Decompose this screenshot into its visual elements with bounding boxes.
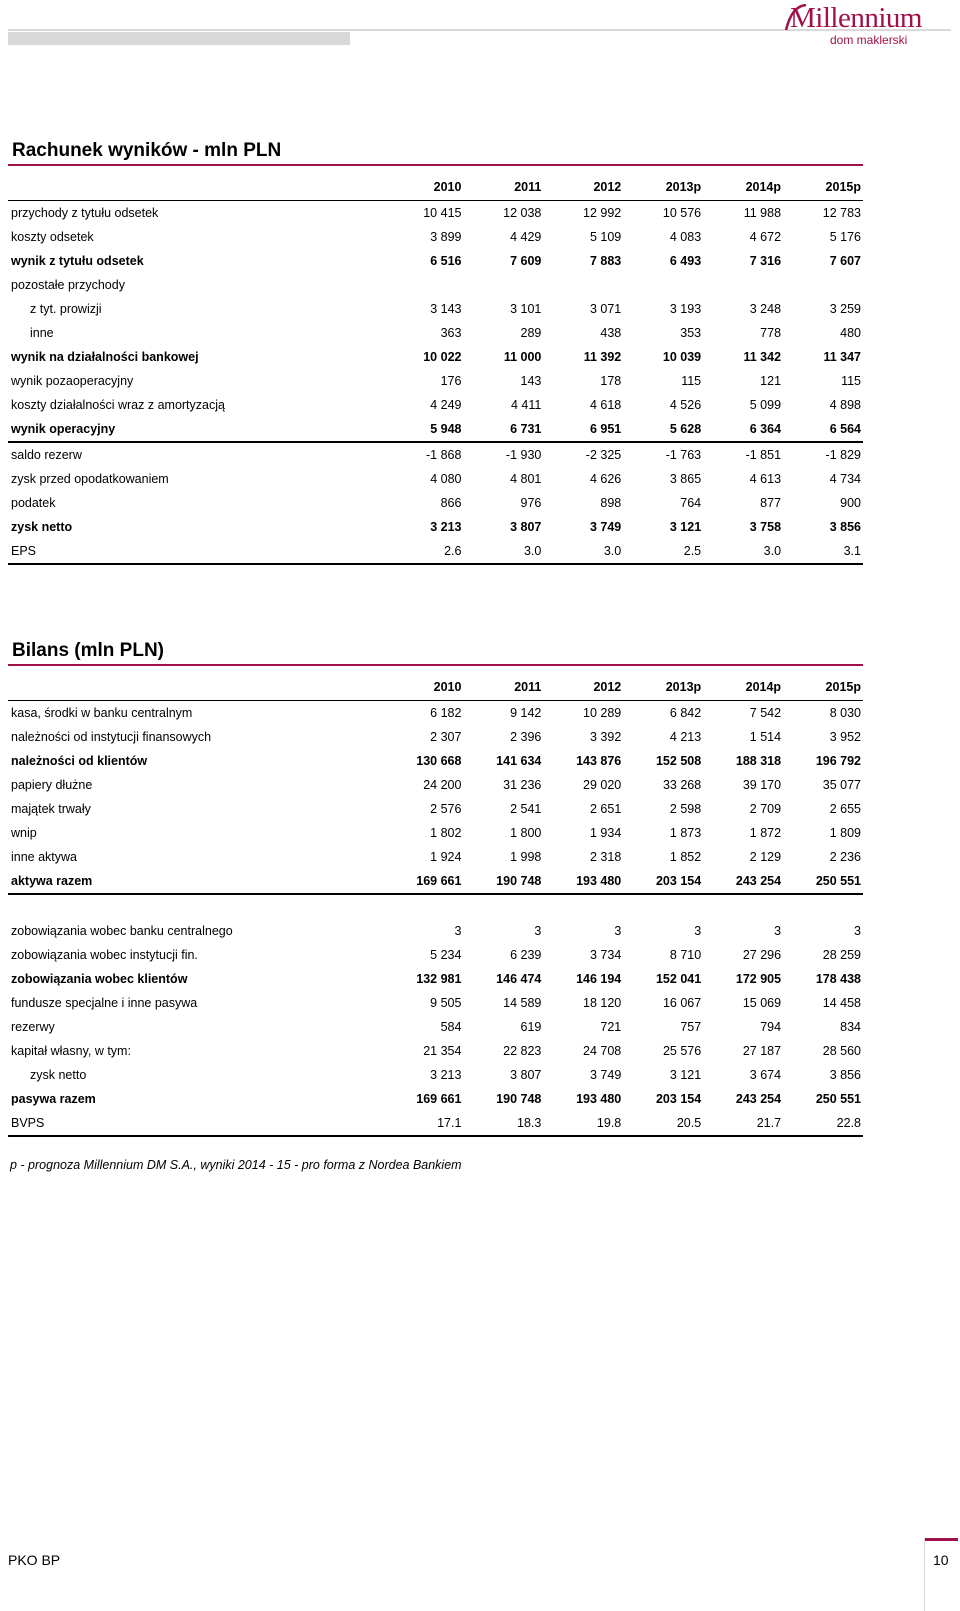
cell-value: 619 <box>520 1020 542 1034</box>
cell-value: 2.6 <box>384 539 464 564</box>
cell-value: 18 120 <box>583 996 622 1010</box>
cell-value: 21.7 <box>703 1111 783 1136</box>
cell-value: 1 873 <box>669 826 702 840</box>
cell-value: 190 748 <box>496 1092 542 1106</box>
balance-header-row <box>8 674 863 701</box>
row-label: przychody z tytułu odsetek <box>11 206 159 220</box>
cell-value: 7 609 <box>510 254 542 268</box>
cell-value: 976 <box>520 496 542 510</box>
footer-company: PKO BP <box>8 1552 61 1568</box>
cell-value: 3 749 <box>589 520 622 534</box>
cell-value: 193 480 <box>576 1092 622 1106</box>
col-2013p: 2013p <box>623 174 703 201</box>
cell-value: 4 249 <box>430 398 462 412</box>
cell-value: 1 934 <box>589 826 622 840</box>
cell-value: 20.5 <box>623 1111 703 1136</box>
row-label: zysk netto <box>11 520 73 534</box>
cell-value: 8 030 <box>829 706 861 720</box>
cell-value: 11 988 <box>743 206 782 220</box>
cell-value: 4 080 <box>430 472 462 486</box>
table-row <box>8 225 863 249</box>
cell-value <box>703 273 783 297</box>
cell-value: 4 613 <box>749 472 782 486</box>
cell-value: 4 526 <box>669 398 702 412</box>
cell-value: -1 868 <box>426 448 462 462</box>
table-row <box>8 417 863 442</box>
row-label: pozostałe przychody <box>11 278 125 292</box>
cell-value: 4 213 <box>669 730 702 744</box>
cell-value: 115 <box>841 374 861 388</box>
cell-value: 152 041 <box>655 972 702 986</box>
cell-value: 4 083 <box>669 230 702 244</box>
col-2015p: 2015p <box>783 174 863 201</box>
cell-value: 2 236 <box>829 850 861 864</box>
table-row <box>8 725 863 749</box>
row-label: inne aktywa <box>11 850 78 864</box>
cell-value: 15 069 <box>742 996 782 1010</box>
row-label: zysk przed opodatkowaniem <box>11 472 169 486</box>
cell-value: 1 852 <box>669 850 702 864</box>
row-label: rezerwy <box>11 1020 55 1034</box>
table-row <box>8 749 863 773</box>
cell-value: 11 342 <box>743 350 782 364</box>
table-row <box>8 467 863 491</box>
cell-value: 3 213 <box>430 1068 462 1082</box>
row-label: wynik operacyjny <box>8 417 384 442</box>
cell-value: 5 628 <box>623 417 703 442</box>
cell-value: 3 <box>774 924 782 938</box>
header-blank <box>8 174 384 201</box>
cell-value: 3 121 <box>669 1068 702 1082</box>
cell-value: 3 <box>854 924 861 938</box>
cell-value: 2 307 <box>430 730 462 744</box>
cell-value: 1 802 <box>430 826 462 840</box>
cell-value: 3 749 <box>589 1068 622 1082</box>
row-label: koszty działalności wraz z amortyzacją <box>11 398 225 412</box>
cell-value: 3 807 <box>510 520 542 534</box>
cell-value: 866 <box>440 496 462 510</box>
cell-value: 178 438 <box>815 972 861 986</box>
table-row <box>8 773 863 797</box>
cell-value: 877 <box>760 496 782 510</box>
footer-accent-bar <box>925 1538 958 1541</box>
cell-value: 14 589 <box>503 996 542 1010</box>
col-2012: 2012 <box>543 674 623 701</box>
cell-value: 169 661 <box>416 1092 462 1106</box>
cell-value: 3 734 <box>589 948 622 962</box>
logo-sub-text: dom maklerski <box>830 33 908 47</box>
cell-value: 4 898 <box>829 398 861 412</box>
page-number: 10 <box>933 1552 949 1568</box>
cell-value: 22.8 <box>783 1111 863 1136</box>
table-row <box>8 297 863 321</box>
cell-value: 10 576 <box>662 206 702 220</box>
table-row <box>8 991 863 1015</box>
row-label: pasywa razem <box>11 1092 96 1106</box>
cell-value: 33 268 <box>662 778 702 792</box>
cell-value: 7 542 <box>749 706 782 720</box>
cell-value: 35 077 <box>822 778 861 792</box>
table-row <box>8 1063 863 1087</box>
cell-value: 7 883 <box>589 254 622 268</box>
cell-value: 143 <box>520 374 542 388</box>
income-header-row <box>8 174 863 201</box>
col-2013p: 2013p <box>623 674 703 701</box>
col-2011: 2011 <box>463 674 543 701</box>
cell-value: 172 905 <box>735 972 782 986</box>
cell-value: 31 236 <box>503 778 542 792</box>
cell-value: 6 239 <box>510 948 542 962</box>
cell-value: 243 254 <box>703 869 783 894</box>
table-row <box>8 369 863 393</box>
spacer-row <box>8 894 863 919</box>
row-label: inne <box>30 326 54 340</box>
cell-value: 9 505 <box>430 996 462 1010</box>
row-label: zobowiązania wobec klientów <box>11 972 188 986</box>
table-row <box>8 321 863 345</box>
cell-value: 5 234 <box>430 948 462 962</box>
cell-value: 19.8 <box>543 1111 623 1136</box>
cell-value: 28 560 <box>822 1044 861 1058</box>
cell-value: 121 <box>760 374 782 388</box>
cell-value: 29 020 <box>583 778 622 792</box>
cell-value: 1 872 <box>749 826 782 840</box>
cell-value: 193 480 <box>543 869 623 894</box>
cell-value: 3 213 <box>430 520 462 534</box>
table-row <box>8 491 863 515</box>
cell-value: 2 318 <box>589 850 622 864</box>
table-row <box>8 1087 863 1111</box>
cell-value: 11 347 <box>823 350 861 364</box>
table-row <box>8 821 863 845</box>
header-blank <box>8 674 384 701</box>
cell-value: 115 <box>681 374 702 388</box>
cell-value: -1 763 <box>665 448 702 462</box>
cell-value: 146 194 <box>576 972 622 986</box>
cell-value: 584 <box>440 1020 462 1034</box>
cell-value: 2 129 <box>749 850 782 864</box>
cell-value: 203 154 <box>623 869 703 894</box>
income-table <box>8 174 863 565</box>
cell-value: 16 067 <box>662 996 702 1010</box>
row-label: wynik na działalności bankowej <box>11 350 199 364</box>
cell-value: 778 <box>760 326 782 340</box>
cell-value: 22 823 <box>503 1044 542 1058</box>
cell-value: -2 325 <box>585 448 622 462</box>
row-label: wynik z tytułu odsetek <box>11 254 144 268</box>
table-row <box>8 701 863 726</box>
cell-value: 190 748 <box>463 869 543 894</box>
cell-value: 12 783 <box>822 206 861 220</box>
cell-value: 8 710 <box>669 948 702 962</box>
cell-value: 1 924 <box>430 850 462 864</box>
cell-value: 10 022 <box>423 350 462 364</box>
cell-value: 3 392 <box>589 730 622 744</box>
cell-value: 10 289 <box>583 706 622 720</box>
cell-value: 141 634 <box>496 754 542 768</box>
cell-value: -1 851 <box>745 448 782 462</box>
cell-value: 900 <box>840 496 861 510</box>
table-row <box>8 967 863 991</box>
cell-value: 176 <box>440 374 462 388</box>
cell-value: 10 415 <box>423 206 462 220</box>
cell-value: 757 <box>680 1020 702 1034</box>
row-label: należności od instytucji finansowych <box>11 730 212 744</box>
cell-value: 3.0 <box>463 539 543 564</box>
cell-value: 3 865 <box>669 472 702 486</box>
header-gray-bar <box>8 32 350 45</box>
cell-value <box>384 273 464 297</box>
table-row <box>8 1039 863 1063</box>
table-row <box>8 345 863 369</box>
cell-value: 2 655 <box>829 802 861 816</box>
cell-value: 1 809 <box>829 826 861 840</box>
col-2014p: 2014p <box>703 174 783 201</box>
cell-value: 12 038 <box>503 206 542 220</box>
cell-value: 250 551 <box>815 1092 861 1106</box>
cell-value: 6 493 <box>669 254 702 268</box>
cell-value: 178 <box>600 374 622 388</box>
row-label: zobowiązania wobec instytucji fin. <box>11 948 198 962</box>
cell-value: 5 948 <box>384 417 464 442</box>
cell-value: 3 121 <box>669 520 702 534</box>
millennium-logo <box>790 2 960 46</box>
cell-value: 10 039 <box>662 350 702 364</box>
cell-value: 203 154 <box>655 1092 702 1106</box>
cell-value: 353 <box>680 326 702 340</box>
cell-value: 1 998 <box>510 850 542 864</box>
col-2012: 2012 <box>543 174 623 201</box>
cell-value: 3 856 <box>829 1068 861 1082</box>
cell-value: 243 254 <box>735 1092 782 1106</box>
cell-value: 3.0 <box>543 539 623 564</box>
table-row <box>8 442 863 467</box>
cell-value: 438 <box>600 326 622 340</box>
cell-value: 27 296 <box>742 948 782 962</box>
cell-value: 6 516 <box>430 254 462 268</box>
table-row <box>8 393 863 417</box>
cell-value: 3 807 <box>510 1068 542 1082</box>
cell-value: 3 101 <box>510 302 542 316</box>
cell-value: 3 <box>454 924 462 938</box>
cell-value: 14 458 <box>822 996 861 1010</box>
row-label: kasa, środki w banku centralnym <box>11 706 193 720</box>
cell-value: 4 618 <box>589 398 622 412</box>
cell-value: 2 651 <box>589 802 622 816</box>
cell-value: 6 951 <box>543 417 623 442</box>
forecast-note: p - prognoza Millennium DM S.A., wyniki 2014 - 15 - pro forma z Nordea Bankiem <box>10 1158 462 1172</box>
cell-value: 6 364 <box>703 417 783 442</box>
cell-value: 169 661 <box>384 869 464 894</box>
cell-value: 11 000 <box>503 350 542 364</box>
col-2010: 2010 <box>384 174 464 201</box>
row-label: aktywa razem <box>8 869 384 894</box>
cell-value: 3 856 <box>829 520 861 534</box>
cell-value: 188 318 <box>735 754 782 768</box>
balance-title: Bilans (mln PLN) <box>12 640 165 661</box>
cell-value: 7 316 <box>749 254 782 268</box>
table-row <box>8 943 863 967</box>
cell-value: 3 899 <box>430 230 462 244</box>
cell-value: 4 411 <box>511 398 542 412</box>
cell-value: 764 <box>680 496 702 510</box>
cell-value: 196 792 <box>815 754 861 768</box>
cell-value: 12 992 <box>583 206 622 220</box>
table-row <box>8 273 863 297</box>
cell-value: 6 564 <box>783 417 863 442</box>
cell-value: 152 508 <box>655 754 702 768</box>
row-label: fundusze specjalne i inne pasywa <box>11 996 198 1010</box>
cell-value: 4 801 <box>510 472 542 486</box>
row-label: wynik pozaoperacyjny <box>11 374 134 388</box>
cell-value: 5 109 <box>589 230 622 244</box>
row-label: podatek <box>11 496 56 510</box>
cell-value: 2 709 <box>749 802 782 816</box>
cell-value: 2 598 <box>669 802 702 816</box>
cell-value: 250 551 <box>783 869 863 894</box>
cell-value: 146 474 <box>496 972 542 986</box>
footer-divider <box>924 1538 925 1611</box>
cell-value: 2 576 <box>430 802 462 816</box>
cell-value: 5 099 <box>749 398 782 412</box>
table-row <box>8 919 863 943</box>
cell-value: 9 142 <box>510 706 542 720</box>
cell-value: 3 248 <box>749 302 782 316</box>
cell-value: 794 <box>760 1020 782 1034</box>
cell-value: 2 396 <box>510 730 542 744</box>
cell-value: 3 <box>614 924 622 938</box>
income-title: Rachunek wyników - mln PLN <box>12 140 282 161</box>
balance-table <box>8 674 863 1137</box>
cell-value: 130 668 <box>416 754 462 768</box>
cell-value: 3.1 <box>783 539 863 564</box>
cell-value: 3 143 <box>430 302 462 316</box>
row-label: EPS <box>8 539 384 564</box>
cell-value: 480 <box>840 326 861 340</box>
table-row <box>8 797 863 821</box>
cell-value <box>623 273 703 297</box>
cell-value <box>783 273 863 297</box>
cell-value: 6 182 <box>430 706 462 720</box>
cell-value: 132 981 <box>416 972 462 986</box>
cell-value: 24 200 <box>423 778 462 792</box>
table-row <box>8 1111 863 1136</box>
cell-value: -1 930 <box>505 448 542 462</box>
cell-value: 721 <box>600 1020 622 1034</box>
balance-title-rule <box>8 664 863 666</box>
cell-value: 39 170 <box>742 778 782 792</box>
row-label: koszty odsetek <box>11 230 94 244</box>
cell-value: 3 <box>534 924 542 938</box>
cell-value: 3 259 <box>829 302 861 316</box>
row-label: majątek trwały <box>11 802 91 816</box>
col-2011: 2011 <box>463 174 543 201</box>
cell-value: 25 576 <box>662 1044 702 1058</box>
cell-value: -1 829 <box>825 448 861 462</box>
table-row <box>8 539 863 564</box>
col-2010: 2010 <box>384 674 464 701</box>
row-label: zobowiązania wobec banku centralnego <box>11 924 233 938</box>
cell-value: 289 <box>520 326 542 340</box>
cell-value <box>543 273 623 297</box>
cell-value: 1 800 <box>510 826 542 840</box>
cell-value: 7 607 <box>829 254 861 268</box>
cell-value: 3.0 <box>703 539 783 564</box>
cell-value: 143 876 <box>576 754 622 768</box>
table-row <box>8 845 863 869</box>
cell-value: 6 731 <box>463 417 543 442</box>
cell-value: 3 <box>694 924 702 938</box>
cell-value: 2 541 <box>510 802 542 816</box>
row-label: należności od klientów <box>11 754 148 768</box>
cell-value: 6 842 <box>669 706 702 720</box>
col-2014p: 2014p <box>703 674 783 701</box>
cell-value: 17.1 <box>384 1111 464 1136</box>
cell-value: 18.3 <box>463 1111 543 1136</box>
cell-value: 5 176 <box>829 230 861 244</box>
income-title-rule <box>8 164 863 166</box>
cell-value: 27 187 <box>742 1044 782 1058</box>
row-label: z tyt. prowizji <box>30 302 102 316</box>
cell-value: 3 674 <box>749 1068 782 1082</box>
cell-value: 21 354 <box>423 1044 462 1058</box>
cell-value: 3 193 <box>669 302 702 316</box>
logo-main-text: Millennium <box>790 2 922 34</box>
row-label: wnip <box>11 826 37 840</box>
cell-value: 4 429 <box>510 230 542 244</box>
cell-value: 834 <box>840 1020 861 1034</box>
row-label: saldo rezerw <box>11 448 82 462</box>
row-label: zysk netto <box>30 1068 87 1082</box>
cell-value: 11 392 <box>583 350 622 364</box>
col-2015p: 2015p <box>783 674 863 701</box>
cell-value: 24 708 <box>583 1044 622 1058</box>
cell-value: 1 514 <box>749 730 782 744</box>
table-row <box>8 1015 863 1039</box>
row-label: BVPS <box>8 1111 384 1136</box>
table-row <box>8 201 863 226</box>
table-row <box>8 249 863 273</box>
cell-value: 28 259 <box>822 948 861 962</box>
cell-value: 898 <box>600 496 622 510</box>
cell-value: 363 <box>440 326 462 340</box>
cell-value: 3 758 <box>749 520 782 534</box>
table-row <box>8 869 863 894</box>
cell-value: 3 952 <box>829 730 861 744</box>
cell-value: 4 734 <box>829 472 861 486</box>
table-row <box>8 515 863 539</box>
cell-value: 2.5 <box>623 539 703 564</box>
cell-value <box>463 273 543 297</box>
cell-value: 4 626 <box>589 472 622 486</box>
row-label: papiery dłużne <box>11 778 93 792</box>
cell-value: 4 672 <box>749 230 782 244</box>
cell-value: 3 071 <box>589 302 622 316</box>
row-label: kapitał własny, w tym: <box>11 1044 131 1058</box>
